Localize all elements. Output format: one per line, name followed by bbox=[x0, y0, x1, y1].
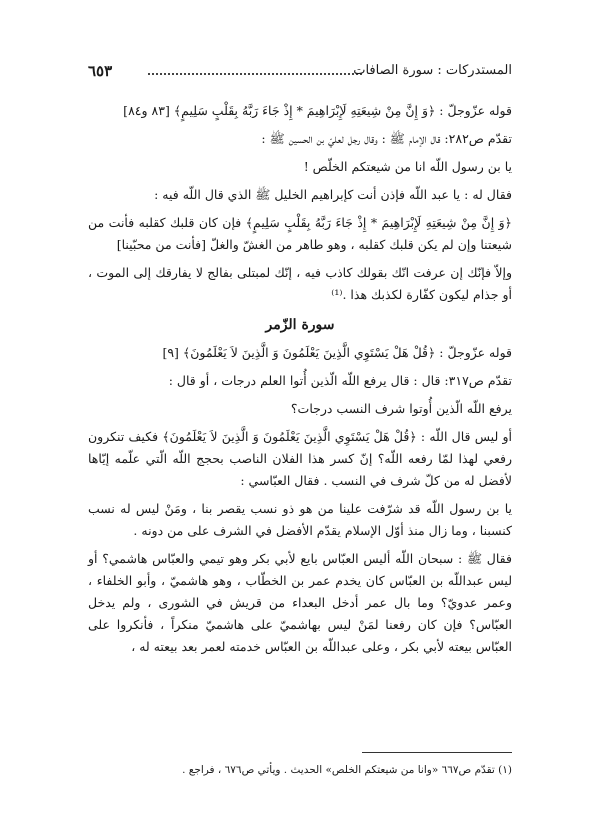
paragraph: يا بن رسول اللّه قد شرّفت علينا من هو ذو نسب يقصر بنا ، ومَنْ ليس له نسب كنسبنا ، وما زال منذ أوّل الإسلام يقدّم الأفضل في الشرف على من دونه . bbox=[88, 501, 512, 538]
running-title: المستدركات : سورة الصافات bbox=[353, 63, 512, 78]
surah-heading: سورة الزّمر bbox=[265, 317, 335, 333]
paragraph: تقدّم ص٣١٧: قال : قال يرفع اللّه الّذين أُتوا العلم درجات ، أو قال : bbox=[168, 373, 512, 388]
page-body bbox=[88, 100, 512, 664]
paragraph: قوله عزّوجلّ : ﴿وَ إِنَّ مِنْ شِيعَتِهِ لَإِبْرَاهِيمَ * إِذْ جَاءَ رَبَّهُ بِقَلْبٍ سَلِيمٍ﴾ [٨٣ و٨٤] bbox=[123, 103, 512, 118]
header-dotted-rule bbox=[148, 73, 362, 75]
footnote: (١) تقدّم ص٦٦٧ «وانا من شيعتكم الخلص» الحديث . ويأتي ص٦٧٦ ، فراجع . bbox=[182, 764, 512, 776]
paragraph: قوله عزّوجلّ : ﴿قُلْ هَلْ يَسْتَوِي الَّذِينَ يَعْلَمُونَ وَ الَّذِينَ لاَ يَعْلَمُونَ﴾ [٩] bbox=[162, 345, 512, 360]
page-number: ٦٥٣ bbox=[88, 62, 113, 80]
page-header bbox=[88, 62, 512, 84]
paragraph: فقال له : يا عبد اللّه فإذن أنت كإبراهيم الخليل ﷺ الذي قال اللّه فيه : bbox=[154, 187, 512, 202]
footnote-rule bbox=[362, 752, 512, 753]
paragraph: وإلاّ فإنّك إن عرفت انّك بقولك كاذب فيه ، إنّك لمبتلى بفالج لا يفارقك إلى الموت ، أو جذام ليكون كفّارة لكذبك هذا .⁽¹⁾ bbox=[88, 265, 512, 302]
paragraph: ﴿وَ إِنَّ مِنْ شِيعَتِهِ لَإِبْرَاهِيمَ * إِذْ جَاءَ رَبَّهُ بِقَلْبٍ سَلِيمٍ﴾ فإن كان قلبك كقلبه فأنت من شيعتنا وإن لم يكن قلبك كقلبه ، وهو طاهر من الغشّ والغلّ [فأنت من محبّينا] bbox=[88, 215, 512, 252]
paragraph: فقال ﷺ : سبحان اللّه أليس العبّاس بايع لأبي بكر وهو تيمي والعبّاس هاشمي؟ أو ليس عبداللّه بن العبّاس كان يخدم عمر بن الخطّاب ، وهو هاشميّ ، وأبو الخلفاء ، وعمر عدويّ؟ وما بال عمر أدخل البعداء من قريش في الشورى ، ولم يدخل العبّاس؟ فإن كان رفعنا لمَنْ ليس بهاشميّ على هاشميّ منكراً ، فأنكروا على العبّاس بيعته لأبي بكر ، وعلى عبداللّه بن العبّاس خدمته لعمر بعد بيعته له ، bbox=[88, 551, 512, 654]
paragraph: أو ليس قال اللّه : ﴿قُلْ هَلْ يَسْتَوِي الَّذِينَ يَعْلَمُونَ وَ الَّذِينَ لاَ يَعْلَمُونَ﴾ فكيف تنكرون رفعي لهذا لمّا رفعه اللّه؟ إنّ كسر هذا الفلان الناصب بحجج اللّه الّتي علّمه إيّاها لأفضل له من كلّ شرف في النسب . فقال العبّاسي : bbox=[88, 429, 512, 488]
paragraph: تقدّم ص٢٨٢: قال الإمام ﷺ : وقال رجل لعليّ بن الحسين ﷺ : bbox=[261, 131, 512, 146]
paragraph: يا بن رسول اللّه انا من شيعتكم الخلّص ! bbox=[303, 159, 512, 174]
paragraph: يرفع اللّه الّذين أُوتوا شرف النسب درجات؟ bbox=[290, 401, 512, 416]
